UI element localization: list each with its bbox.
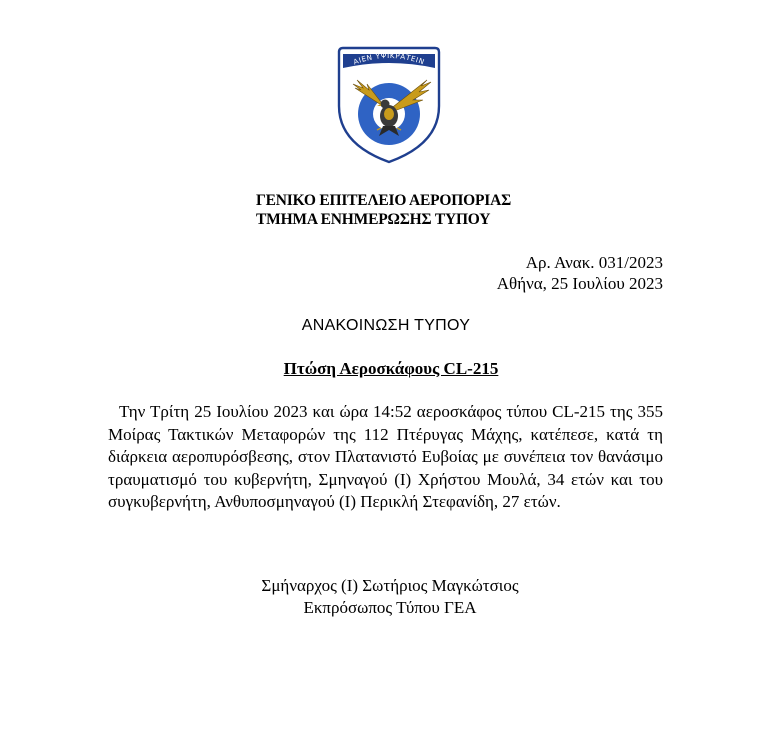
announcement-body: Την Τρίτη 25 Ιουλίου 2023 και ώρα 14:52 αεροσκάφος τύπου CL-215 της 355 Μοίρας Τακτικών Μεταφορών της 112 Πτέρυγας Μάχης, κατέπεσε, κατά τη διάρκεια αεροπυρόσβεσης, στον Πλατανιστό Ευβοίας με συνέπεια τον θανάσιμο τραυματισμό του κυβερνήτη, Σμηναγού (Ι) Χρήστου Μουλά, 34 ετών και του συγκυβερνήτη, Ανθυποσμηναγού (Ι) Περικλή Στεφανίδη, 27 ετών. [108,402,663,511]
hellenic-air-force-emblem [333,44,445,166]
organization-header [256,191,511,229]
signatory-title: Εκπρόσωπος Τύπου ΓΕΑ [303,598,477,617]
reference-block [497,252,663,294]
document-heading: ΑΝΑΚΟΙΝΩΣΗ ΤΥΠΟΥ [301,317,471,334]
place-date: Αθήνα, 25 Ιουλίου 2023 [496,274,663,293]
signatory-name: Σμήναρχος (Ι) Σωτήριος Μαγκώτσιος [261,576,519,595]
emblem-graphic [333,44,445,166]
announcement-number: Αρ. Ανακ. 031/2023 [525,253,663,272]
org-department: ΤΜΗΜΑ ΕΝΗΜΕΡΩΣΗΣ ΤΥΠΟΥ [256,211,491,228]
document-subject: Πτώση Αεροσκάφους CL-215 [283,359,499,378]
emblem-motto: ΑΙΕΝ ΥΨΙΚΡΑΤΕΙΝ [352,50,426,67]
org-name: ΓΕΝΙΚΟ ΕΠΙΤΕΛΕΙΟ ΑΕΡΟΠΟΡΙΑΣ [256,192,512,209]
signature-block [0,575,772,619]
